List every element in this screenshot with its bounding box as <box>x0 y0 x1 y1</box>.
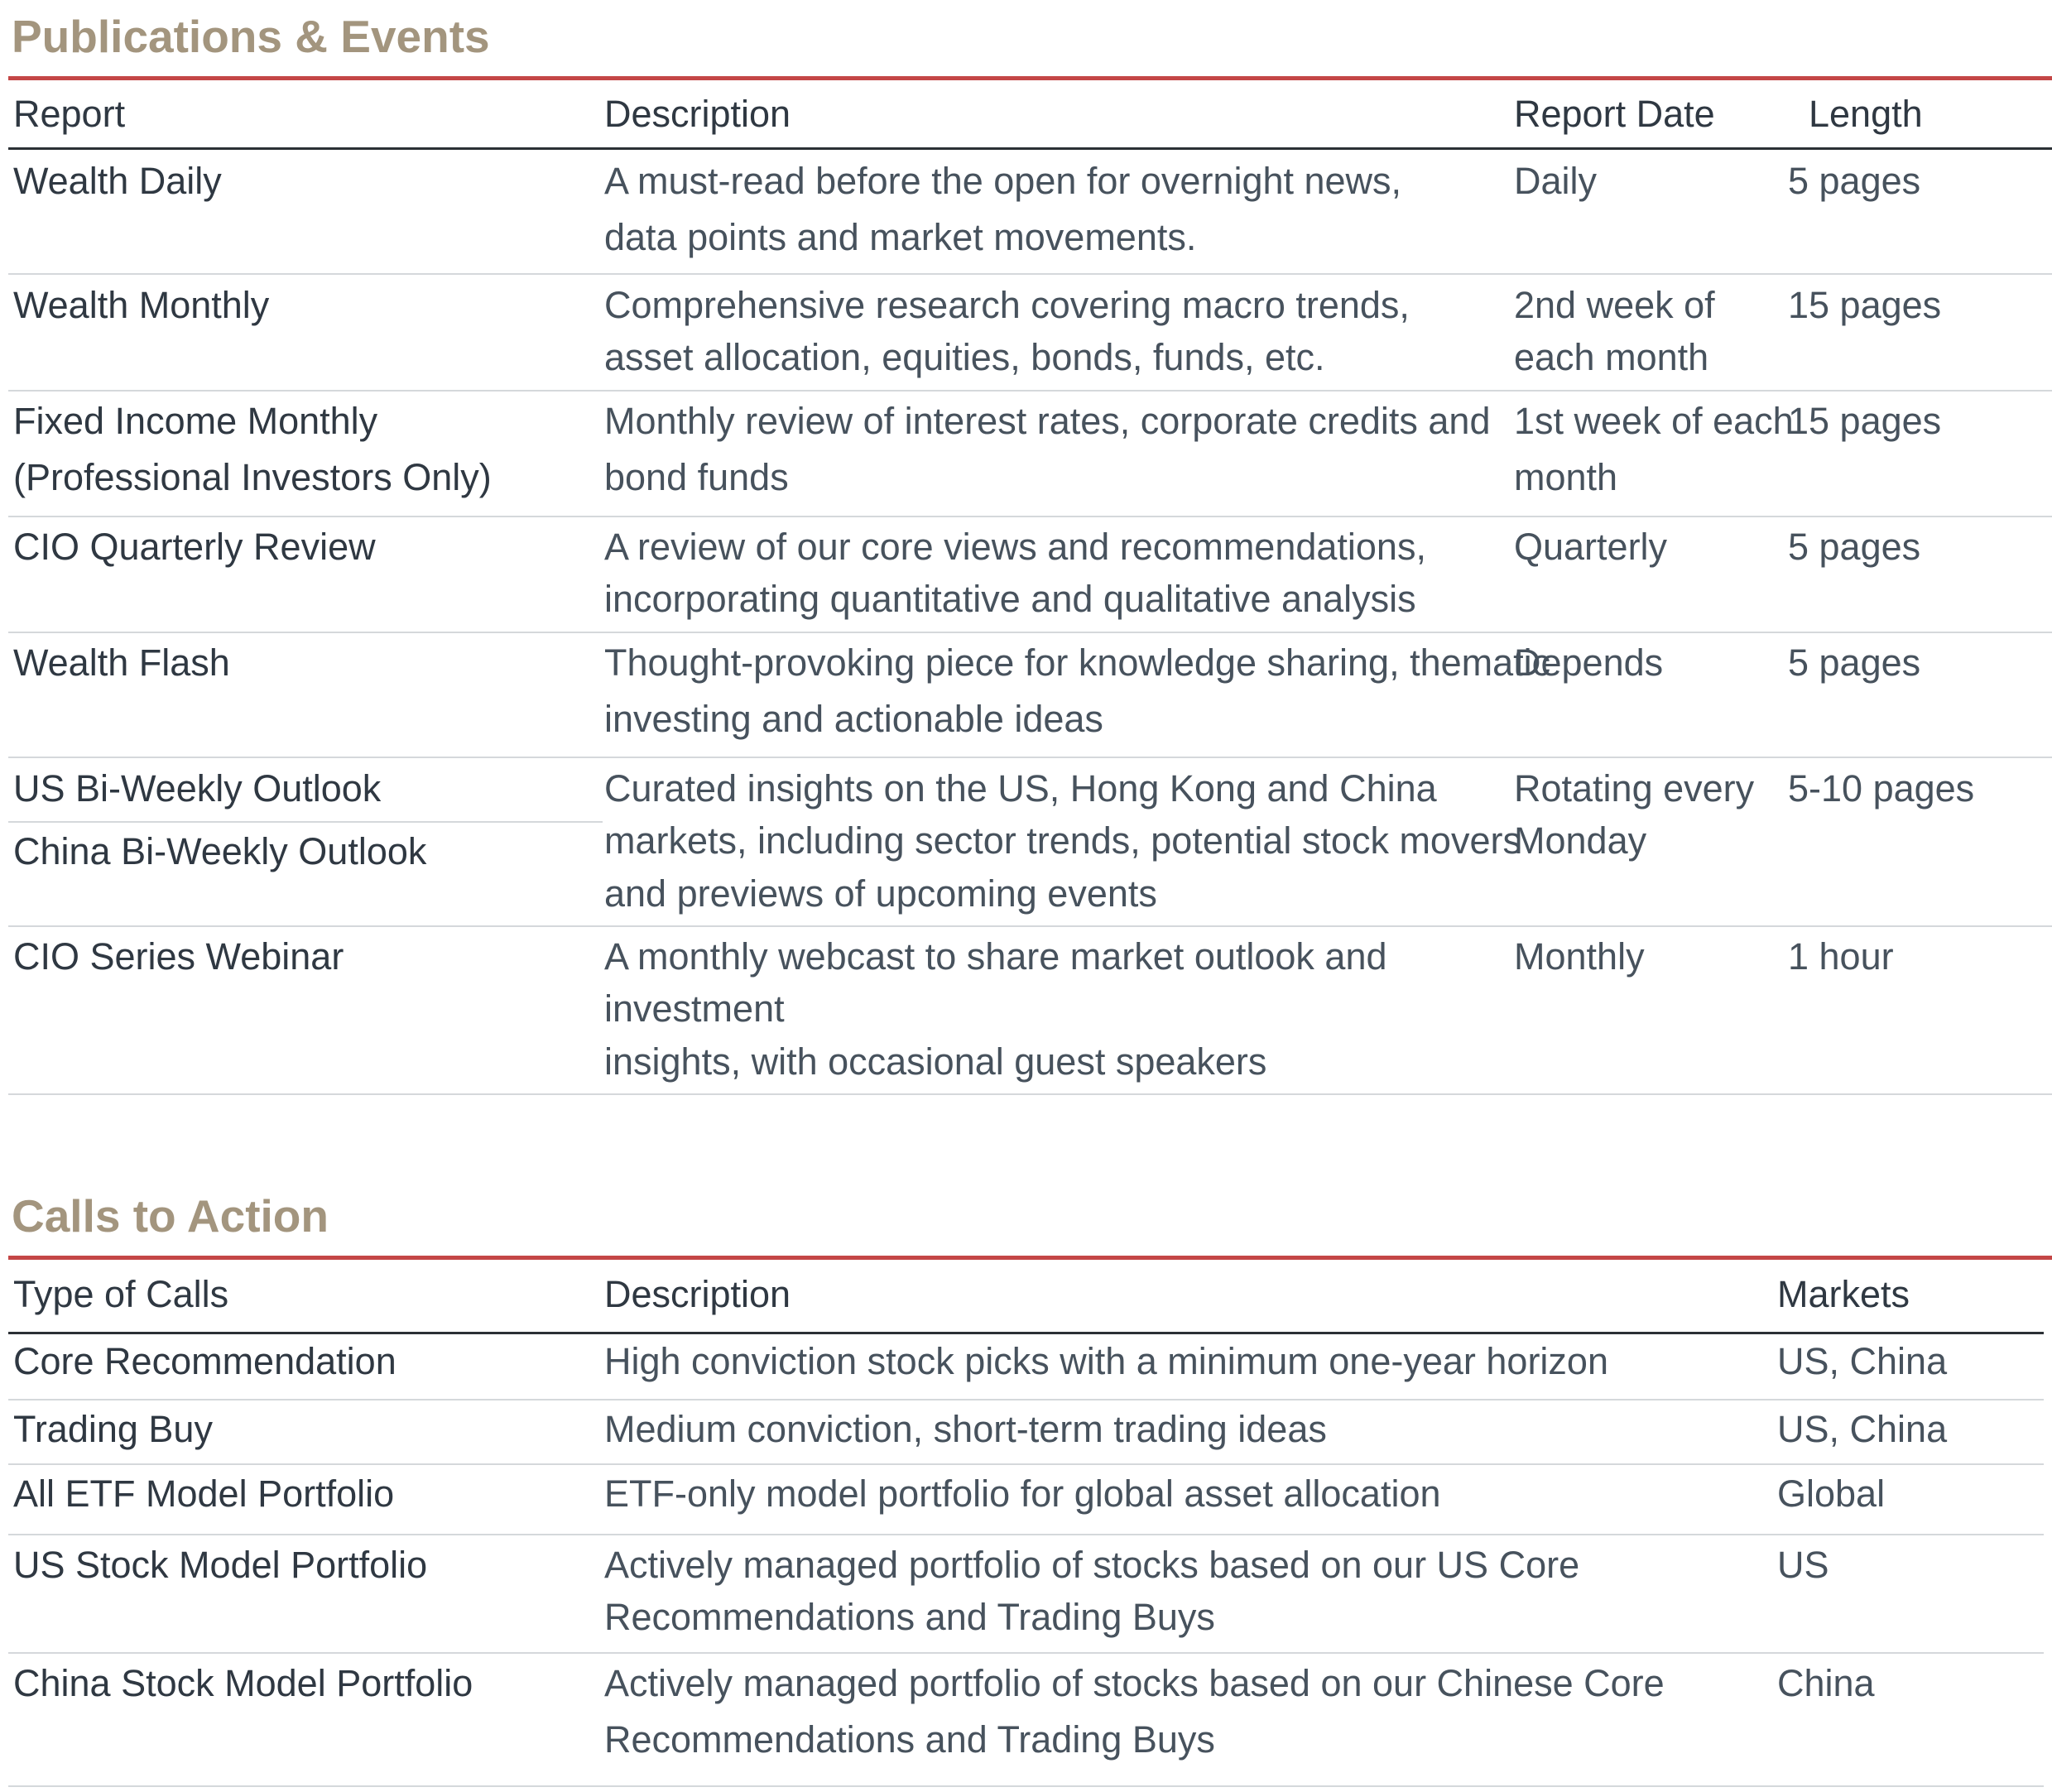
call-markets: China <box>1777 1662 1875 1704</box>
report-description: Monthly review of interest rates, corporate credits and bond funds <box>604 400 1491 498</box>
report-date: Rotating every Monday <box>1514 767 1755 862</box>
report-name: Wealth Flash <box>13 641 230 684</box>
call-markets: US, China <box>1777 1408 1948 1450</box>
row-divider <box>8 390 2052 392</box>
call-markets: US <box>1777 1544 1829 1586</box>
section-divider <box>8 76 2052 80</box>
report-length: 1 hour <box>1788 935 1894 978</box>
report-length: 15 pages <box>1788 284 1942 326</box>
header-rule <box>8 1332 2044 1334</box>
call-description: Medium conviction, short-term trading ideas <box>604 1408 1327 1450</box>
call-description: High conviction stock picks with a minimum one-year horizon <box>604 1340 1608 1382</box>
report-description: Curated insights on the US, Hong Kong and China markets, including sector trends, potential stock movers and previews of upcoming events <box>604 767 1521 915</box>
row-divider <box>8 632 2052 633</box>
header-markets: Markets <box>1777 1273 1910 1315</box>
report-name: China Bi-Weekly Outlook <box>13 830 427 872</box>
header-description: Description <box>604 93 791 135</box>
header-type-of-calls: Type of Calls <box>13 1273 229 1315</box>
row-divider <box>8 1463 2044 1465</box>
report-length: 5 pages <box>1788 641 1921 684</box>
row-divider <box>8 1399 2044 1400</box>
report-name: US Bi-Weekly Outlook <box>13 767 382 810</box>
report-name: Wealth Monthly <box>13 284 270 326</box>
report-date: 2nd week of each month <box>1514 284 1715 378</box>
call-type: Trading Buy <box>13 1408 213 1450</box>
row-divider <box>8 273 2052 275</box>
report-date: Depends <box>1514 641 1664 684</box>
header-rule <box>8 147 2052 150</box>
report-name: CIO Series Webinar <box>13 935 344 978</box>
report-date: Quarterly <box>1514 526 1668 568</box>
publications-section-title: Publications & Events <box>12 11 490 62</box>
report-date: 1st week of each month <box>1514 400 1794 498</box>
report-date: Monthly <box>1514 935 1645 978</box>
header-report-date: Report Date <box>1514 93 1715 135</box>
report-length: 5 pages <box>1788 526 1921 568</box>
report-name: CIO Quarterly Review <box>13 526 376 568</box>
report-length: 15 pages <box>1788 400 1942 442</box>
calls-section-title: Calls to Action <box>12 1190 329 1242</box>
report-description: Comprehensive research covering macro trends, asset allocation, equities, bonds, funds, etc. <box>604 284 1410 378</box>
report-name: Fixed Income Monthly (Professional Investors Only) <box>13 400 492 498</box>
header-report: Report <box>13 93 126 135</box>
header-length: Length <box>1809 93 1923 135</box>
report-description: A monthly webcast to share market outlook and investment insights, with occasional guest speakers <box>604 935 1387 1083</box>
report-length: 5-10 pages <box>1788 767 1975 810</box>
report-name: Wealth Daily <box>13 160 222 202</box>
call-type: China Stock Model Portfolio <box>13 1662 473 1704</box>
report-date: Daily <box>1514 160 1598 202</box>
row-divider <box>8 1785 2044 1787</box>
row-divider <box>8 1093 2052 1095</box>
call-type: US Stock Model Portfolio <box>13 1544 428 1586</box>
call-markets: Global <box>1777 1473 1886 1515</box>
report-description: A review of our core views and recommendations, incorporating quantitative and qualitative analysis <box>604 526 1426 620</box>
row-divider <box>8 1534 2044 1535</box>
row-divider <box>8 925 2052 927</box>
header-description: Description <box>604 1273 791 1315</box>
row-divider <box>8 516 2052 517</box>
row-divider <box>8 1652 2044 1654</box>
call-markets: US, China <box>1777 1340 1948 1382</box>
call-description: ETF-only model portfolio for global asset allocation <box>604 1473 1441 1515</box>
report-description: A must-read before the open for overnight news, data points and market movements. <box>604 160 1402 258</box>
section-divider <box>8 1256 2052 1260</box>
call-type: Core Recommendation <box>13 1340 396 1382</box>
call-description: Actively managed portfolio of stocks based on our US Core Recommendations and Trading Buys <box>604 1544 1580 1638</box>
call-type: All ETF Model Portfolio <box>13 1473 395 1515</box>
report-length: 5 pages <box>1788 160 1921 202</box>
report-description: Thought-provoking piece for knowledge sharing, thematic investing and actionable ideas <box>604 641 1551 740</box>
sub-row-divider <box>8 821 603 823</box>
call-description: Actively managed portfolio of stocks based on our Chinese Core Recommendations and Trading Buys <box>604 1662 1665 1761</box>
row-divider <box>8 757 2052 758</box>
